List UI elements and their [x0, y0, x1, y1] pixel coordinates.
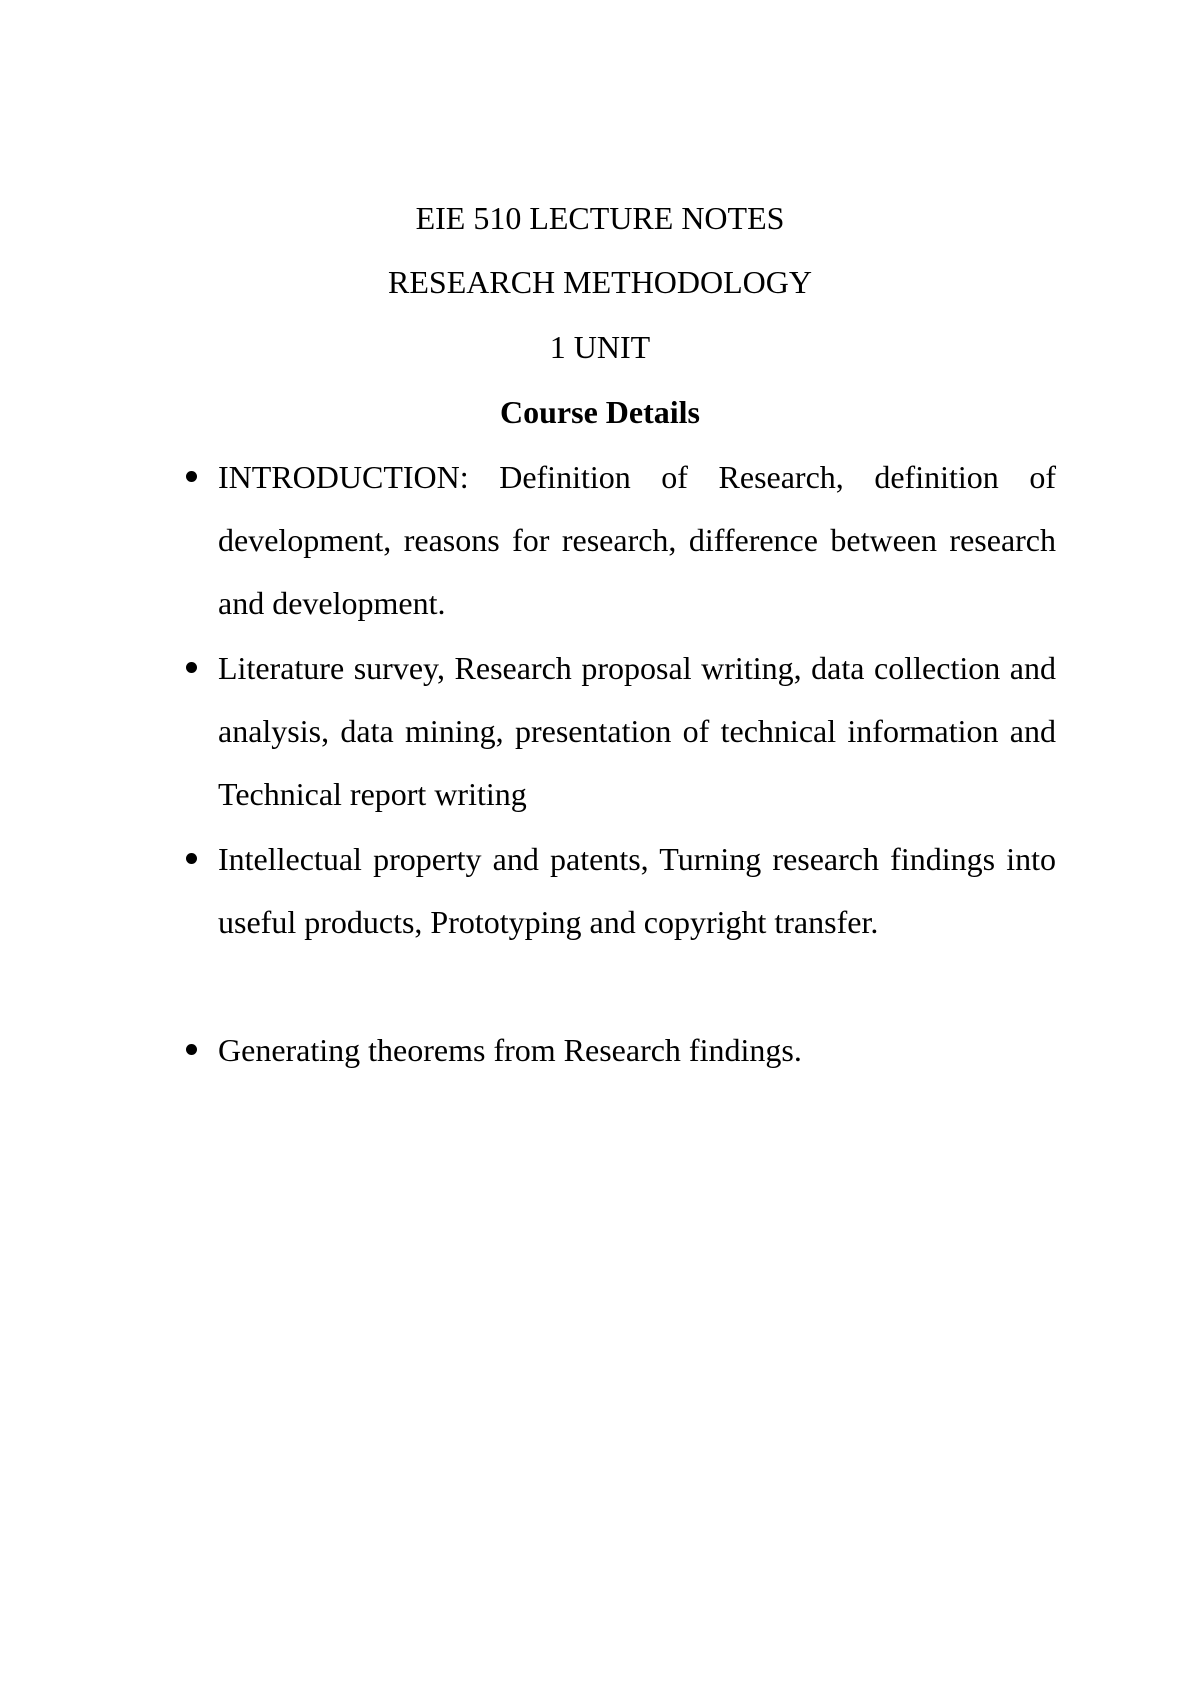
course-units: 1 UNIT — [549, 329, 651, 365]
bullet-icon — [186, 662, 197, 673]
course-code-line: EIE 510 LECTURE NOTES — [415, 200, 785, 236]
list-item — [218, 1019, 1056, 1082]
course-title: RESEARCH METHODOLOGY — [388, 264, 812, 300]
list-item-text: Intellectual property and patents, Turning research findings into useful products, Prototyping and copyright transfer. — [218, 841, 1056, 940]
list-item-text: INTRODUCTION: Definition of Research, definition of development, reasons for research, difference between research and development. — [218, 459, 1056, 621]
list-item — [218, 446, 1056, 635]
bullet-icon — [186, 853, 197, 864]
list-item-text: Generating theorems from Research findings. — [218, 1032, 802, 1068]
list-item-text: Literature survey, Research proposal writing, data collection and analysis, data mining, presentation of technical information and Technical report writing — [218, 650, 1056, 812]
bullet-icon — [186, 471, 197, 482]
bullet-icon — [186, 1044, 197, 1055]
section-heading: Course Details — [500, 394, 700, 430]
list-item — [218, 828, 1056, 954]
list-item — [218, 637, 1056, 826]
